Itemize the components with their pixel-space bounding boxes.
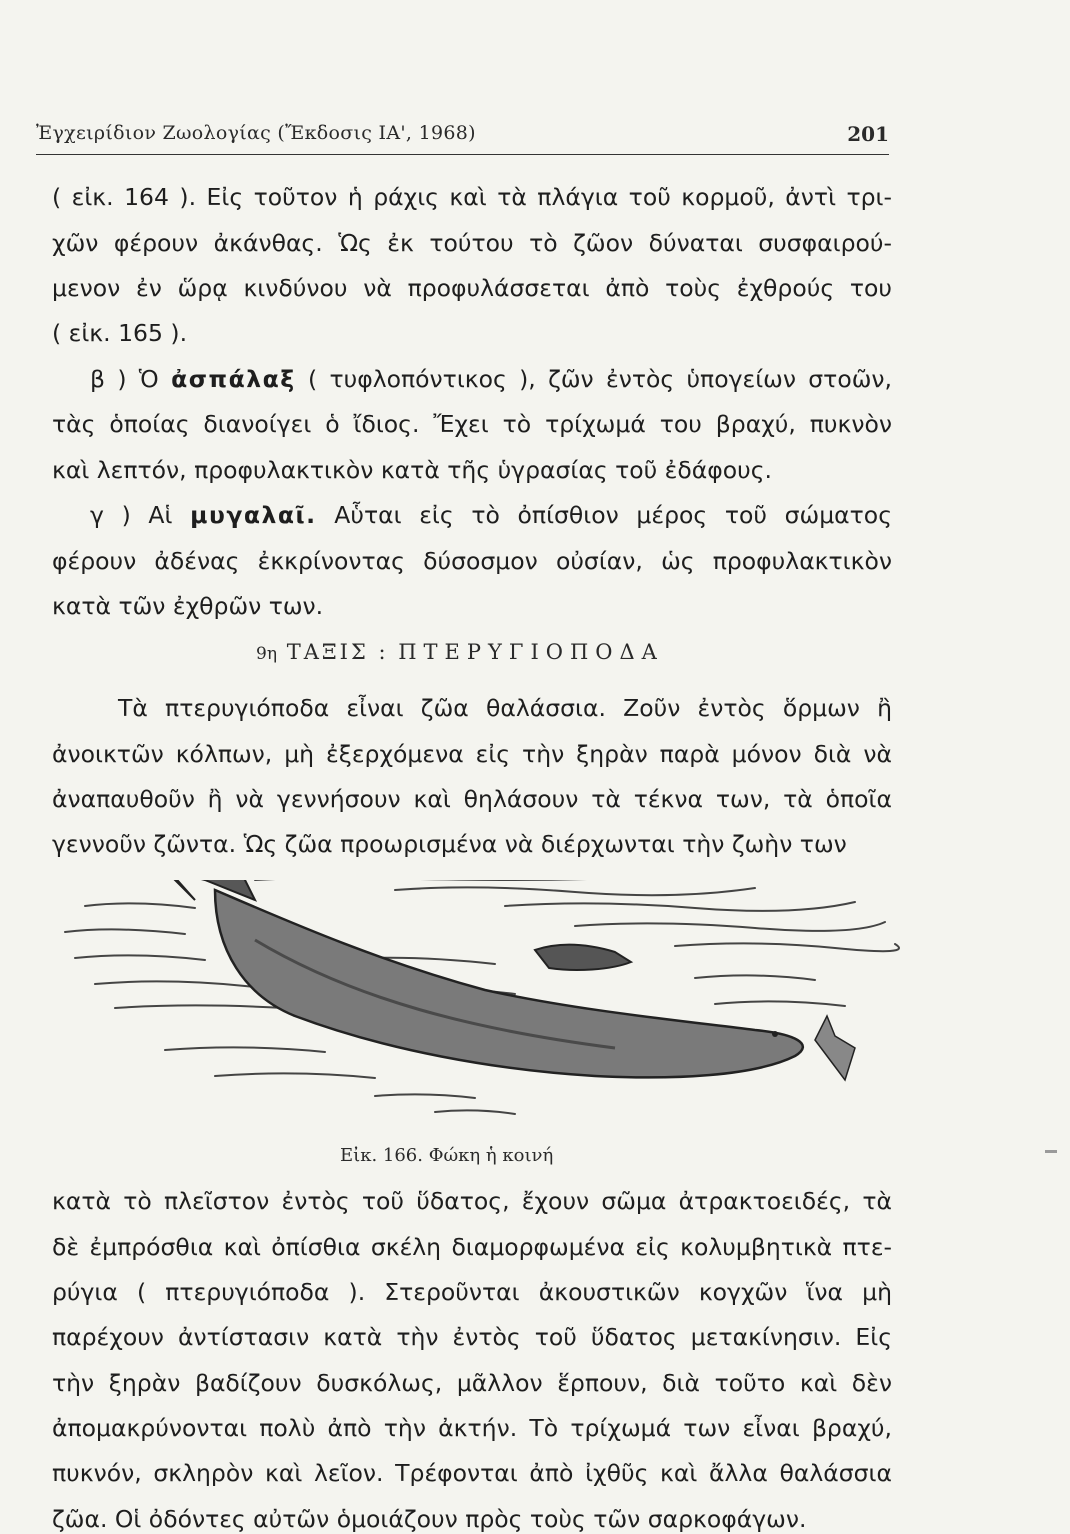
text-line: τὴν ξηρὰν βαδίζουν δυσκόλως, μᾶλλον ἕρπουν, διὰ τοῦτο καὶ δὲν: [52, 1369, 892, 1397]
text-line: ἀναπαυθοῦν ἢ νὰ γεννήσουν καὶ θηλάσουν τὰ τέκνα των, τὰ ὁποῖα: [52, 785, 892, 813]
item-prefix: γ ) Αἱ: [90, 501, 173, 529]
text-line: ( εἰκ. 165 ).: [52, 319, 188, 347]
text-line: παρέχουν ἀντίστασιν κατὰ τὴν ἐντὸς τοῦ ὕδατος μετακίνησιν. Εἰς: [52, 1323, 892, 1351]
item-prefix: β ) Ὁ: [90, 365, 159, 393]
header-title: Ἐγχειρίδιον Ζωολογίας (Ἔκδοσις ΙΑ', 1968): [36, 122, 476, 144]
order-name: ΠΤΕΡΥΓΙΟΠΟΔΑ: [398, 640, 664, 664]
text-line: [90, 364, 892, 394]
running-header: [36, 122, 889, 152]
term-aspalax: ἀσπάλαξ: [171, 365, 296, 393]
order-label: ΤΑΞΙΣ :: [286, 640, 389, 664]
text-line: κατὰ τῶν ἐχθρῶν των.: [52, 592, 324, 620]
text-line: φέρουν ἀδένας ἐκκρίνοντας δύσοσμον οὐσίαν, ὡς προφυλακτικὸν: [52, 547, 892, 575]
text-line: Τὰ πτερυγιόποδα εἶναι ζῶα θαλάσσια. Ζοῦν ἐντὸς ὅρμων ἢ: [118, 694, 892, 722]
text-line: πυκνόν, σκληρὸν καὶ λεῖον. Τρέφονται ἀπὸ ἰχθῦς καὶ ἄλλα θαλάσσια: [52, 1459, 892, 1487]
page-number: 201: [847, 122, 889, 146]
text-span: Αὗται εἰς τὸ ὀπίσθιον μέρος τοῦ σώματος: [334, 501, 892, 529]
text-line: δὲ ἐμπρόσθια καὶ ὀπίσθια σκέλη διαμορφωμένα εἰς κολυμβητικὰ πτε-: [52, 1233, 892, 1261]
margin-mark: [1045, 1150, 1057, 1153]
figure-caption: Εἰκ. 166. Φώκη ἡ κοινή: [340, 1145, 554, 1166]
order-number: 9η: [256, 644, 278, 664]
text-line: μενον ἐν ὥρᾳ κινδύνου νὰ προφυλάσσεται ἀπὸ τοὺς ἐχθρούς του: [52, 274, 892, 302]
text-line: γεννοῦν ζῶντα. Ὡς ζῶα προωρισμένα νὰ διέρχωνται τὴν ζωὴν των: [52, 830, 847, 858]
text-line: ἀπομακρύνονται πολὺ ἀπὸ τὴν ἀκτήν. Τὸ τρίχωμά των εἶναι βραχύ,: [52, 1414, 892, 1442]
text-line: [90, 500, 892, 530]
text-line: ρύγια ( πτερυγιόποδα ). Στεροῦνται ἀκουστικῶν κογχῶν ἵνα μὴ: [52, 1278, 892, 1306]
header-rule: [36, 154, 889, 155]
term-mygalai: μυγαλαῖ.: [190, 501, 317, 529]
text-line: ζῶα. Οἱ ὀδόντες αὐτῶν ὁμοιάζουν πρὸς τοὺς τῶν σαρκοφάγων.: [52, 1505, 807, 1533]
text-span: ( τυφλοπόντικος ), ζῶν ἐντὸς ὑπογείων στοῶν,: [308, 365, 892, 393]
seal-drawing: [55, 880, 905, 1130]
seal-illustration: [55, 880, 905, 1235]
text-line: ἀνοικτῶν κόλπων, μὴ ἐξερχόμενα εἰς τὴν ξηρὰν παρὰ μόνον διὰ νὰ: [52, 740, 892, 768]
order-heading: [256, 640, 716, 674]
text-line: κατὰ τὸ πλεῖστον ἐντὸς τοῦ ὕδατος, ἔχουν σῶμα ἀτρακτοειδές, τὰ: [52, 1187, 892, 1215]
text-line: καὶ λεπτόν, προφυλακτικὸν κατὰ τῆς ὑγρασίας τοῦ ἐδάφους.: [52, 456, 772, 484]
text-line: ( εἰκ. 164 ). Εἰς τοῦτον ἡ ράχις καὶ τὰ πλάγια τοῦ κορμοῦ, ἀντὶ τρι-: [52, 183, 892, 211]
text-line: χῶν φέρουν ἀκάνθας. Ὡς ἐκ τούτου τὸ ζῶον δύναται συσφαιρού-: [52, 229, 892, 257]
text-line: τὰς ὁποίας διανοίγει ὁ ἴδιος. Ἔχει τὸ τρίχωμά του βραχύ, πυκνὸν: [52, 410, 892, 438]
